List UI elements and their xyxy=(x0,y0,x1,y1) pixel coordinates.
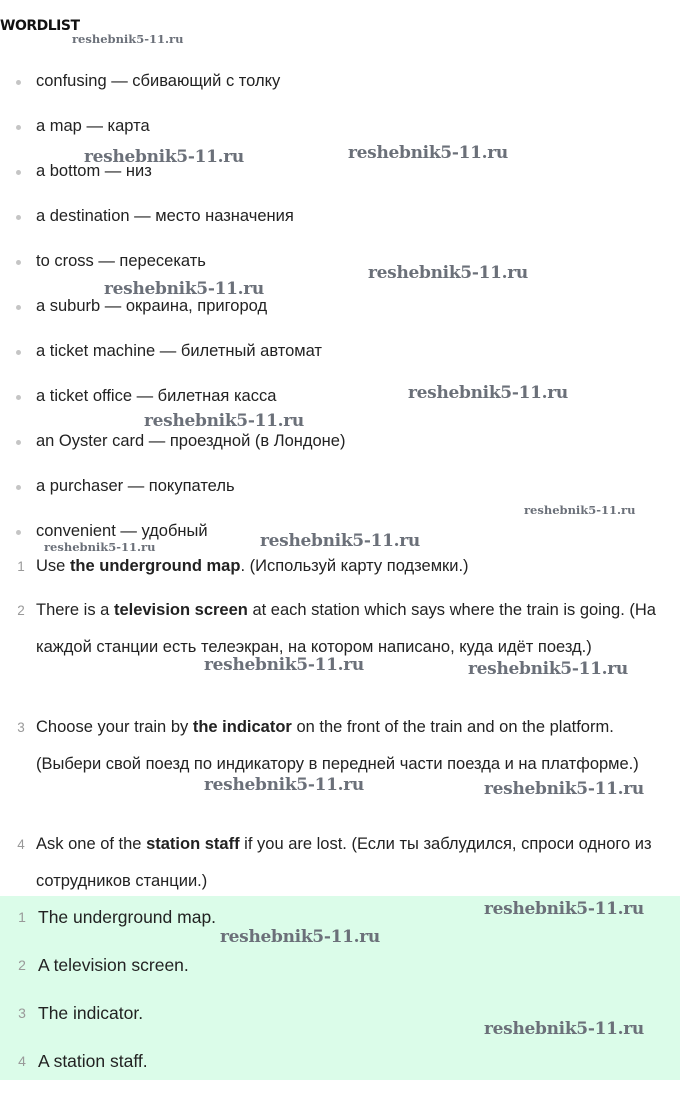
watermark: reshebnik5-11.ru xyxy=(484,899,644,919)
wordlist-entry: an Oyster card — проездной (в Лондоне) xyxy=(36,432,346,450)
list-item xyxy=(0,340,680,362)
answer-text: The underground map. xyxy=(38,907,217,927)
bullet-icon xyxy=(16,80,21,85)
answer-item xyxy=(0,952,680,978)
wordlist-entry: a map — карта xyxy=(36,117,150,135)
watermark: reshebnik5-11.ru xyxy=(260,531,420,551)
list-item xyxy=(0,70,680,92)
wordlist-title: WORDLIST xyxy=(0,18,80,34)
wordlist-entry: to cross — пересекать xyxy=(36,252,206,270)
watermark: reshebnik5-11.ru xyxy=(368,263,528,283)
task-text: Use the underground map. (Используй карту подземки.) xyxy=(36,557,469,575)
bullet-icon xyxy=(16,485,21,490)
answer-item xyxy=(0,1000,680,1026)
list-item xyxy=(0,430,680,452)
list-item xyxy=(0,520,680,542)
watermark: reshebnik5-11.ru xyxy=(72,32,184,46)
list-item xyxy=(0,115,680,137)
answer-number: 3 xyxy=(18,1005,26,1021)
task-number: 4 xyxy=(17,837,25,852)
list-item xyxy=(0,160,680,182)
answer-number: 1 xyxy=(18,909,26,925)
wordlist-entry: a destination — место назначения xyxy=(36,207,294,225)
list-item xyxy=(0,475,680,497)
watermark: reshebnik5-11.ru xyxy=(408,383,568,403)
watermark: reshebnik5-11.ru xyxy=(220,927,380,947)
key-phrase: station staff xyxy=(146,835,240,853)
wordlist-entry: a ticket office — билетная касса xyxy=(36,387,277,405)
task-number: 1 xyxy=(17,559,25,574)
task-number: 3 xyxy=(17,720,25,735)
answer-text: The indicator. xyxy=(38,1003,144,1023)
watermark: reshebnik5-11.ru xyxy=(204,775,364,795)
bullet-icon xyxy=(16,170,21,175)
wordlist-entry: convenient — удобный xyxy=(36,522,208,540)
watermark: reshebnik5-11.ru xyxy=(104,279,264,299)
list-item xyxy=(0,295,680,317)
watermark: reshebnik5-11.ru xyxy=(44,540,156,554)
watermark: reshebnik5-11.ru xyxy=(484,779,644,799)
task-text: Ask one of the station staff if you are lost. (Если ты заблудился, спроси одного из сотрудников станции.) xyxy=(36,835,652,890)
bullet-icon xyxy=(16,530,21,535)
task-number: 2 xyxy=(17,603,25,618)
answer-item xyxy=(0,904,680,930)
watermark: reshebnik5-11.ru xyxy=(84,147,244,167)
answer-item xyxy=(0,1048,680,1074)
watermark: reshebnik5-11.ru xyxy=(144,411,304,431)
bullet-icon xyxy=(16,215,21,220)
watermark: reshebnik5-11.ru xyxy=(348,143,508,163)
watermark: reshebnik5-11.ru xyxy=(524,503,636,517)
task-text: There is a television screen at each station which says where the train is going. (На каждой станции есть телеэкран, на котором написано, куда идёт поезд.) xyxy=(36,601,656,656)
task-text: Choose your train by the indicator on the front of the train and on the platform. (Выбери свой поезд по индикатору в передней части поезда и на платформе.) xyxy=(36,718,639,773)
wordlist-entry: confusing — сбивающий с толку xyxy=(36,72,281,90)
watermark: reshebnik5-11.ru xyxy=(484,1019,644,1039)
list-item xyxy=(0,250,680,272)
key-phrase: the indicator xyxy=(192,718,292,736)
list-item xyxy=(0,205,680,227)
key-phrase: the underground map xyxy=(69,557,241,575)
wordlist-entry: a purchaser — покупатель xyxy=(36,477,235,495)
bullet-icon xyxy=(16,260,21,265)
list-item xyxy=(0,385,680,407)
wordlist-entry: a ticket machine — билетный автомат xyxy=(36,342,322,360)
answer-text: A television screen. xyxy=(38,955,189,975)
bullet-icon xyxy=(16,395,21,400)
key-phrase: television screen xyxy=(113,601,248,619)
wordlist-entry: a suburb — окраина, пригород xyxy=(36,297,268,315)
answer-number: 4 xyxy=(18,1053,26,1069)
watermark: reshebnik5-11.ru xyxy=(468,659,628,679)
bullet-icon xyxy=(16,440,21,445)
watermark: reshebnik5-11.ru xyxy=(204,655,364,675)
bullet-icon xyxy=(16,350,21,355)
wordlist-entry: a bottom — низ xyxy=(36,162,152,180)
answers-block xyxy=(0,896,680,1080)
bullet-icon xyxy=(16,305,21,310)
answer-text: A station staff. xyxy=(38,1051,148,1071)
bullet-icon xyxy=(16,125,21,130)
answer-number: 2 xyxy=(18,957,26,973)
